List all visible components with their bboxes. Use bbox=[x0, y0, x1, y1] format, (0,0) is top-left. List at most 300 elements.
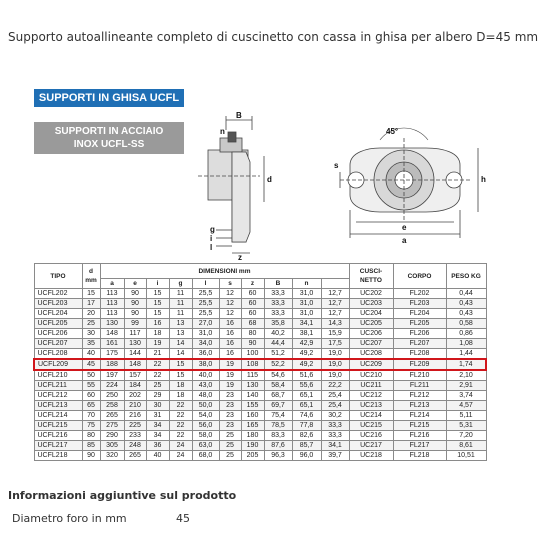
table-cell: 38,0 bbox=[192, 359, 219, 370]
table-cell: 11 bbox=[169, 309, 192, 319]
header-d-unit: mm bbox=[85, 277, 97, 284]
table-cell: 31,0 bbox=[292, 299, 321, 309]
table-cell: 13 bbox=[169, 329, 192, 339]
table-cell: UC212 bbox=[349, 391, 393, 401]
table-cell: 14 bbox=[169, 349, 192, 360]
table-cell: FL203 bbox=[393, 299, 446, 309]
table-cell: 96,0 bbox=[292, 451, 321, 461]
table-cell: 184 bbox=[124, 381, 146, 391]
table-cell: UCFL203 bbox=[34, 299, 82, 309]
table-cell: 14 bbox=[169, 339, 192, 349]
table-cell: 60 bbox=[82, 391, 100, 401]
table-cell: 15 bbox=[169, 370, 192, 381]
table-cell: 25,4 bbox=[321, 391, 349, 401]
table-cell: 3,74 bbox=[446, 391, 486, 401]
table-cell: FL216 bbox=[393, 431, 446, 441]
table-cell: 0,86 bbox=[446, 329, 486, 339]
table-cell: 17 bbox=[82, 299, 100, 309]
table-cell: 12 bbox=[219, 309, 241, 319]
table-cell: 15 bbox=[146, 289, 169, 299]
table-row bbox=[34, 299, 486, 309]
table-cell: 18 bbox=[169, 381, 192, 391]
table-cell: 56,0 bbox=[192, 421, 219, 431]
table-cell: 25,5 bbox=[192, 309, 219, 319]
table-cell: 25 bbox=[146, 381, 169, 391]
table-cell: 19 bbox=[219, 359, 241, 370]
table-cell: UCFL217 bbox=[34, 441, 82, 451]
table-cell: 25,5 bbox=[192, 289, 219, 299]
table-row bbox=[34, 309, 486, 319]
table-cell: UCFL211 bbox=[34, 381, 82, 391]
subheader-e: e bbox=[124, 279, 146, 289]
table-cell: 33,3 bbox=[264, 309, 292, 319]
table-cell: 49,2 bbox=[292, 349, 321, 360]
table-cell: 18 bbox=[146, 329, 169, 339]
table-cell: 70 bbox=[82, 411, 100, 421]
table-cell: 74,6 bbox=[292, 411, 321, 421]
label-d: d bbox=[267, 175, 272, 184]
table-cell: 80 bbox=[82, 431, 100, 441]
product-title: Supporto autoallineante completo di cuscinetto con cassa in ghisa per albero D=45 mm bbox=[8, 30, 539, 44]
table-cell: 12,7 bbox=[321, 289, 349, 299]
table-cell: UCFL212 bbox=[34, 391, 82, 401]
subheader-l: l bbox=[192, 279, 219, 289]
table-cell: 15 bbox=[146, 309, 169, 319]
table-cell: 77,8 bbox=[292, 421, 321, 431]
table-cell: 55,6 bbox=[292, 381, 321, 391]
table-cell: 85,7 bbox=[292, 441, 321, 451]
stainless-banner-line1: SUPPORTI IN ACCIAIO bbox=[54, 126, 164, 137]
header-d-label: d bbox=[89, 268, 93, 275]
table-cell: 22 bbox=[146, 359, 169, 370]
table-cell: 30 bbox=[82, 329, 100, 339]
table-cell: 51,2 bbox=[264, 349, 292, 360]
table-row bbox=[34, 391, 486, 401]
table-cell: 25,5 bbox=[192, 299, 219, 309]
table-cell: 160 bbox=[241, 411, 264, 421]
table-cell: UC213 bbox=[349, 401, 393, 411]
table-cell: 99 bbox=[124, 319, 146, 329]
table-cell: UC218 bbox=[349, 451, 393, 461]
table-cell: 68,0 bbox=[192, 451, 219, 461]
label-g: g bbox=[210, 225, 215, 234]
table-cell: 248 bbox=[124, 441, 146, 451]
table-cell: 34 bbox=[146, 421, 169, 431]
table-cell: 305 bbox=[100, 441, 124, 451]
table-cell: FL215 bbox=[393, 421, 446, 431]
table-cell: 96,3 bbox=[264, 451, 292, 461]
table-cell: 13 bbox=[169, 319, 192, 329]
table-cell: UC210 bbox=[349, 370, 393, 381]
table-cell: 33,3 bbox=[264, 289, 292, 299]
table-cell: 22 bbox=[146, 370, 169, 381]
table-cell: 5,11 bbox=[446, 411, 486, 421]
table-body bbox=[34, 289, 486, 461]
table-cell: 12,7 bbox=[321, 299, 349, 309]
table-cell: UCFL204 bbox=[34, 309, 82, 319]
table-row bbox=[34, 441, 486, 451]
table-cell: 12,7 bbox=[321, 309, 349, 319]
table-row bbox=[34, 289, 486, 299]
table-cell: 80 bbox=[241, 329, 264, 339]
table-cell: 75,4 bbox=[264, 411, 292, 421]
label-e: e bbox=[402, 223, 407, 232]
table-cell: 30 bbox=[146, 401, 169, 411]
table-cell: UCFL216 bbox=[34, 431, 82, 441]
stainless-banner bbox=[34, 122, 184, 154]
table-cell: 60 bbox=[241, 299, 264, 309]
table-cell: 25 bbox=[82, 319, 100, 329]
table-cell: 19 bbox=[146, 339, 169, 349]
table-cell: UC216 bbox=[349, 431, 393, 441]
table-cell: 63,0 bbox=[192, 441, 219, 451]
table-cell: 34,0 bbox=[192, 339, 219, 349]
table-cell: 180 bbox=[241, 431, 264, 441]
table-cell: FL207 bbox=[393, 339, 446, 349]
table-cell: 16 bbox=[146, 319, 169, 329]
table-cell: 11 bbox=[169, 289, 192, 299]
table-cell: 65,1 bbox=[292, 391, 321, 401]
label-h: h bbox=[481, 175, 486, 184]
table-cell: 58,0 bbox=[192, 431, 219, 441]
front-view bbox=[340, 128, 478, 238]
table-cell: 23 bbox=[219, 421, 241, 431]
table-cell: FL211 bbox=[393, 381, 446, 391]
table-cell: 225 bbox=[124, 421, 146, 431]
table-cell: 85 bbox=[82, 441, 100, 451]
table-cell: 320 bbox=[100, 451, 124, 461]
table-cell: UCFL218 bbox=[34, 451, 82, 461]
table-cell: 157 bbox=[124, 370, 146, 381]
table-cell: 15 bbox=[146, 299, 169, 309]
table-cell: 197 bbox=[100, 370, 124, 381]
table-cell: 40 bbox=[146, 451, 169, 461]
table-cell: 24 bbox=[169, 451, 192, 461]
table-cell: 34 bbox=[146, 431, 169, 441]
table-cell: 17,5 bbox=[321, 339, 349, 349]
table-cell: 52,2 bbox=[264, 359, 292, 370]
label-s: s bbox=[334, 161, 339, 170]
table-cell: UC205 bbox=[349, 319, 393, 329]
table-cell: 290 bbox=[100, 431, 124, 441]
info-value: 45 bbox=[176, 512, 190, 525]
table-cell: FL213 bbox=[393, 401, 446, 411]
label-l: l bbox=[210, 243, 213, 252]
table-cell: UC214 bbox=[349, 411, 393, 421]
table-cell: 275 bbox=[100, 421, 124, 431]
table-cell: 8,61 bbox=[446, 441, 486, 451]
table-cell: 90 bbox=[241, 339, 264, 349]
table-cell: 113 bbox=[100, 309, 124, 319]
table-cell: 0,44 bbox=[446, 289, 486, 299]
table-cell: UCFL214 bbox=[34, 411, 82, 421]
header-cuscinetto bbox=[349, 264, 393, 289]
table-cell: 11 bbox=[169, 299, 192, 309]
subheader-n: n bbox=[292, 279, 321, 289]
label-B: B bbox=[236, 111, 242, 120]
table-cell: UC204 bbox=[349, 309, 393, 319]
table-cell: 5,31 bbox=[446, 421, 486, 431]
table-cell: 90 bbox=[124, 289, 146, 299]
table-cell: 188 bbox=[100, 359, 124, 370]
info-title: Informazioni aggiuntive sul prodotto bbox=[8, 489, 237, 502]
subheader-z: z bbox=[241, 279, 264, 289]
table-cell: 224 bbox=[100, 381, 124, 391]
table-cell: UC203 bbox=[349, 299, 393, 309]
subheader-i: i bbox=[146, 279, 169, 289]
subheader-B: B bbox=[264, 279, 292, 289]
label-z: z bbox=[238, 253, 242, 260]
header-cuscinetto-line1: CUSCI- bbox=[359, 268, 383, 275]
table-cell: 115 bbox=[241, 370, 264, 381]
table-row bbox=[34, 401, 486, 411]
table-cell: 34,1 bbox=[292, 319, 321, 329]
table-cell: 23 bbox=[219, 411, 241, 421]
table-cell: 50,0 bbox=[192, 401, 219, 411]
table-cell: 165 bbox=[241, 421, 264, 431]
table-cell: 148 bbox=[124, 359, 146, 370]
table-cell: 19 bbox=[219, 381, 241, 391]
table-cell: 1,08 bbox=[446, 339, 486, 349]
table-cell: 90 bbox=[124, 299, 146, 309]
table-cell: FL202 bbox=[393, 289, 446, 299]
table-cell: 87,6 bbox=[264, 441, 292, 451]
table-cell: 27,0 bbox=[192, 319, 219, 329]
table-cell: 65,1 bbox=[292, 401, 321, 411]
table-cell: 202 bbox=[124, 391, 146, 401]
table-cell: 39,7 bbox=[321, 451, 349, 461]
table-cell: 83,3 bbox=[264, 431, 292, 441]
table-cell: 16 bbox=[219, 319, 241, 329]
table-cell: 38,1 bbox=[292, 329, 321, 339]
table-cell: 43,0 bbox=[192, 381, 219, 391]
table-cell: 31,0 bbox=[292, 289, 321, 299]
info-label: Diametro foro in mm bbox=[12, 512, 127, 525]
label-a: a bbox=[402, 236, 407, 245]
table-cell: UCFL215 bbox=[34, 421, 82, 431]
table-cell: 25 bbox=[219, 451, 241, 461]
table-row bbox=[34, 319, 486, 329]
table-cell: 90 bbox=[82, 451, 100, 461]
table-cell: 15,9 bbox=[321, 329, 349, 339]
table-cell: 45 bbox=[82, 359, 100, 370]
header-corpo: CORPO bbox=[393, 264, 446, 289]
table-cell: 18 bbox=[169, 391, 192, 401]
table-cell: 22 bbox=[169, 431, 192, 441]
table-cell: 36,0 bbox=[192, 349, 219, 360]
table-cell: 33,3 bbox=[264, 299, 292, 309]
header-tipo: TIPO bbox=[34, 264, 82, 289]
table-cell: 21 bbox=[146, 349, 169, 360]
table-cell: 15 bbox=[169, 359, 192, 370]
table-cell: UCFL208 bbox=[34, 349, 82, 360]
table-cell: 113 bbox=[100, 299, 124, 309]
table-cell: 25,4 bbox=[321, 401, 349, 411]
table-cell: UC207 bbox=[349, 339, 393, 349]
table-row bbox=[34, 431, 486, 441]
table-cell: 113 bbox=[100, 289, 124, 299]
header-row bbox=[34, 264, 486, 279]
table-row bbox=[34, 329, 486, 339]
table-cell: 31,0 bbox=[192, 329, 219, 339]
table-cell: 34,1 bbox=[321, 441, 349, 451]
table-cell: UCFL205 bbox=[34, 319, 82, 329]
table-cell: 148 bbox=[100, 329, 124, 339]
table-cell: 60 bbox=[241, 309, 264, 319]
table-cell: 12 bbox=[219, 289, 241, 299]
table-cell: 16 bbox=[219, 339, 241, 349]
table-cell: 140 bbox=[241, 391, 264, 401]
table-cell: FL208 bbox=[393, 349, 446, 360]
table-cell: 42,9 bbox=[292, 339, 321, 349]
table-cell: 216 bbox=[124, 411, 146, 421]
table-cell: 30,2 bbox=[321, 411, 349, 421]
table-cell: 75 bbox=[82, 421, 100, 431]
table-cell: 33,3 bbox=[321, 421, 349, 431]
table-cell: 78,5 bbox=[264, 421, 292, 431]
subheader-g: g bbox=[169, 279, 192, 289]
table-cell: 16 bbox=[219, 349, 241, 360]
table-cell: UCFL209 bbox=[34, 359, 82, 370]
table-cell: FL209 bbox=[393, 359, 446, 370]
table-cell: FL218 bbox=[393, 451, 446, 461]
table-row bbox=[34, 359, 486, 370]
table-cell: 130 bbox=[100, 319, 124, 329]
table-cell: FL210 bbox=[393, 370, 446, 381]
table-cell: 40 bbox=[82, 349, 100, 360]
table-cell: 2,91 bbox=[446, 381, 486, 391]
table-cell: 40,0 bbox=[192, 370, 219, 381]
table-cell: UC208 bbox=[349, 349, 393, 360]
table-cell: 250 bbox=[100, 391, 124, 401]
table-cell: 1,74 bbox=[446, 359, 486, 370]
table-cell: 190 bbox=[241, 441, 264, 451]
label-i: i bbox=[210, 234, 213, 243]
label-angle: 45° bbox=[386, 127, 399, 136]
table-cell: 54,0 bbox=[192, 411, 219, 421]
table-cell: 16 bbox=[219, 329, 241, 339]
table-cell: 108 bbox=[241, 359, 264, 370]
table-cell: 100 bbox=[241, 349, 264, 360]
table-cell: 50 bbox=[82, 370, 100, 381]
table-cell: FL204 bbox=[393, 309, 446, 319]
header-dimensioni: DIMENSIONI mm bbox=[100, 264, 349, 279]
table-cell: 20 bbox=[82, 309, 100, 319]
table-cell: 35 bbox=[82, 339, 100, 349]
table-cell: 265 bbox=[100, 411, 124, 421]
table-cell: UCFL206 bbox=[34, 329, 82, 339]
technical-drawing bbox=[190, 110, 490, 260]
table-cell: 22,2 bbox=[321, 381, 349, 391]
table-cell: 7,20 bbox=[446, 431, 486, 441]
table-cell: UC211 bbox=[349, 381, 393, 391]
table-cell: 55 bbox=[82, 381, 100, 391]
table-cell: 14,3 bbox=[321, 319, 349, 329]
table-cell: 258 bbox=[100, 401, 124, 411]
table-cell: 44,4 bbox=[264, 339, 292, 349]
table-cell: 22 bbox=[169, 411, 192, 421]
table-cell: 25 bbox=[219, 431, 241, 441]
table-cell: 25 bbox=[219, 441, 241, 451]
table-row bbox=[34, 370, 486, 381]
table-cell: 90 bbox=[124, 309, 146, 319]
table-cell: 65 bbox=[82, 401, 100, 411]
table-cell: FL205 bbox=[393, 319, 446, 329]
table-cell: 0,43 bbox=[446, 299, 486, 309]
stainless-banner-line2: INOX UCFL-SS bbox=[73, 139, 145, 150]
table-cell: 51,6 bbox=[292, 370, 321, 381]
table-cell: 19 bbox=[219, 370, 241, 381]
table-cell: 19,0 bbox=[321, 359, 349, 370]
table-cell: UC202 bbox=[349, 289, 393, 299]
table-cell: 233 bbox=[124, 431, 146, 441]
table-cell: 1,44 bbox=[446, 349, 486, 360]
table-cell: 12 bbox=[219, 299, 241, 309]
table-cell: UC209 bbox=[349, 359, 393, 370]
table-cell: FL206 bbox=[393, 329, 446, 339]
table-cell: 60 bbox=[241, 289, 264, 299]
table-cell: 19,0 bbox=[321, 370, 349, 381]
table-cell: 130 bbox=[124, 339, 146, 349]
table-row bbox=[34, 411, 486, 421]
table-cell: 68 bbox=[241, 319, 264, 329]
table-cell: FL212 bbox=[393, 391, 446, 401]
table-cell: 31,0 bbox=[292, 309, 321, 319]
table-cell: UCFL202 bbox=[34, 289, 82, 299]
table-cell: 15 bbox=[82, 289, 100, 299]
table-cell: 58,4 bbox=[264, 381, 292, 391]
table-cell: 35,8 bbox=[264, 319, 292, 329]
table-row bbox=[34, 421, 486, 431]
table-cell: UC206 bbox=[349, 329, 393, 339]
subheader-a: a bbox=[100, 279, 124, 289]
table-cell: 161 bbox=[100, 339, 124, 349]
table-cell: 155 bbox=[241, 401, 264, 411]
side-view bbox=[198, 116, 264, 253]
table-cell: 49,2 bbox=[292, 359, 321, 370]
table-cell: 69,7 bbox=[264, 401, 292, 411]
table-row bbox=[34, 451, 486, 461]
table-cell: 68,7 bbox=[264, 391, 292, 401]
table-cell: UCFL207 bbox=[34, 339, 82, 349]
table-row bbox=[34, 381, 486, 391]
table-cell: UCFL213 bbox=[34, 401, 82, 411]
table-cell: 210 bbox=[124, 401, 146, 411]
label-n: n bbox=[220, 127, 225, 136]
table-cell: 175 bbox=[100, 349, 124, 360]
table-cell: 29 bbox=[146, 391, 169, 401]
table-cell: 82,6 bbox=[292, 431, 321, 441]
spec-table bbox=[33, 263, 487, 461]
subheader-s: s bbox=[219, 279, 241, 289]
table-cell: 10,51 bbox=[446, 451, 486, 461]
table-cell: 205 bbox=[241, 451, 264, 461]
header-cuscinetto-line2: NETTO bbox=[360, 277, 382, 284]
table-cell: 40,2 bbox=[264, 329, 292, 339]
table-cell: 54,6 bbox=[264, 370, 292, 381]
header-d bbox=[82, 264, 100, 289]
cast-iron-banner: SUPPORTI IN GHISA UCFL bbox=[34, 89, 184, 107]
table-cell: 130 bbox=[241, 381, 264, 391]
table-cell: 4,57 bbox=[446, 401, 486, 411]
header-peso: PESO KG bbox=[446, 264, 486, 289]
table-cell: 31 bbox=[146, 411, 169, 421]
table-cell: 36 bbox=[146, 441, 169, 451]
table-cell: 48,0 bbox=[192, 391, 219, 401]
table-cell: UCFL210 bbox=[34, 370, 82, 381]
table-cell: 19,0 bbox=[321, 349, 349, 360]
table-cell: 144 bbox=[124, 349, 146, 360]
